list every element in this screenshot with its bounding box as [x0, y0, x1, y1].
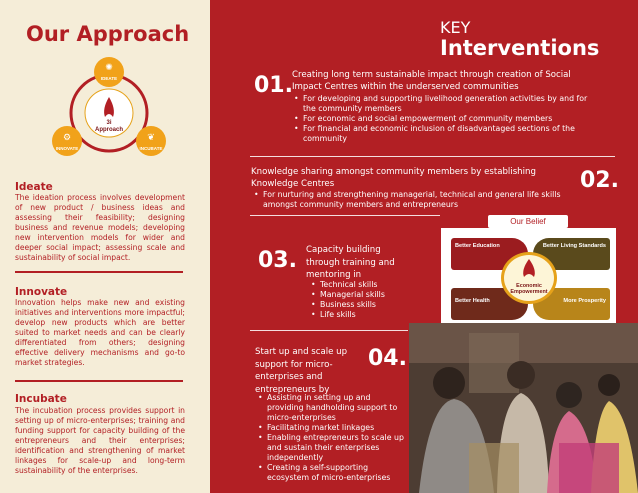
- 3i-cycle-diagram: [50, 55, 168, 163]
- intervention-2-number: 02.: [580, 168, 619, 193]
- list-item: • Facilitating market linkages: [258, 423, 408, 433]
- belief-education: Better Education: [451, 238, 528, 270]
- intervention-1-number: 01.: [254, 73, 293, 98]
- list-item: • Enabling entrepreneurs to scale up and sustain their enterprises independently: [258, 433, 408, 463]
- intervention-3-bullets: [311, 280, 411, 320]
- belief-health: Better Health: [451, 288, 528, 320]
- key-label: KEY: [440, 18, 471, 37]
- incubate-body: The incubation process provides support in setting up of micro-enterprises; training and funding support for capacity building of the entrepreneurs and their enterprises; identification and strengthening of market linkages for scale-up and long-term sustainability of the enterprises.: [15, 406, 185, 475]
- cycle-ideate-label: IDEATE: [100, 76, 118, 81]
- intervention-4-bullets: [258, 393, 408, 483]
- list-item: • Assisting in setting up and providing handholding support to micro-enterprises: [258, 393, 408, 423]
- belief-graphic: [441, 228, 616, 328]
- list-item: • Creating a self-supporting ecosystem of micro-enterprises: [258, 463, 408, 483]
- intervention-1-text: Creating long term sustainable impact through creation of Social Impact Centres within the underserved communities: [292, 70, 571, 92]
- cycle-center-2: Approach: [94, 127, 124, 133]
- incubate-heading: Incubate: [15, 393, 67, 405]
- divider: [15, 271, 183, 273]
- divider: [15, 380, 183, 382]
- ideate-heading: Ideate: [15, 181, 53, 193]
- lightbulb-icon: ✺: [105, 62, 113, 72]
- seedling-icon: ❦: [147, 132, 155, 142]
- gear-icon: ⚙: [62, 132, 72, 142]
- approach-panel: [0, 0, 210, 493]
- community-photo: [409, 323, 638, 493]
- divider: [250, 330, 408, 331]
- interventions-title: Interventions: [440, 36, 600, 60]
- list-item: • Life skills: [311, 310, 411, 320]
- divider: [250, 215, 440, 216]
- divider: [250, 156, 615, 157]
- list-item: • For economic and social empowerment of community members: [294, 114, 592, 124]
- belief-living-standards: Better Living Standards: [533, 238, 610, 270]
- economic-empowerment-label: Economic Empowerment: [510, 283, 548, 295]
- intervention-2-bullets: [254, 190, 564, 210]
- list-item: • Managerial skills: [311, 290, 411, 300]
- intervention-1-bullets: [294, 94, 592, 144]
- innovate-heading: Innovate: [15, 286, 68, 298]
- cycle-innovate-label: INNOVATE: [55, 146, 79, 151]
- page-title: Our Approach: [26, 22, 190, 46]
- flame-icon: [519, 258, 539, 282]
- ideate-body: The ideation process involves development of new product / business ideas and assessing their feasibility; designing business and revenue models; developing new intervention models for wider and deeper social impact; assessing scale and sustainability of social impact.: [15, 193, 185, 262]
- economic-empowerment-circle: [501, 252, 557, 304]
- list-item: • Business skills: [311, 300, 411, 310]
- our-belief-label: Our Belief: [488, 215, 568, 228]
- intervention-3-number: 03.: [258, 248, 297, 273]
- list-item: • For developing and supporting livelihood generation activities by and for the community members: [294, 94, 592, 114]
- list-item: • For nurturing and strengthening managerial, technical and general life skills amongst community members and entrepreneurs: [254, 190, 564, 210]
- intervention-3-text: Capacity building through training and mentoring in: [306, 245, 395, 280]
- belief-prosperity: More Prosperity: [533, 288, 610, 320]
- intervention-4-text: Start up and scale up support for micro-enterprises and entrepreneurs by: [255, 347, 348, 395]
- innovate-body: Innovation helps make new and existing initiatives and interventions more impactful; develop new products which are better suited to market needs and can be clearly differentiated from others; designing effective delivery mechanisms and go-to market strategies.: [15, 298, 185, 367]
- list-item: • For financial and economic inclusion of disadvantaged sections of the community: [294, 124, 592, 144]
- intervention-2-text: Knowledge sharing amongst community members by establishing Knowledge Centres: [251, 167, 536, 189]
- cycle-incubate-label: INCUBATE: [139, 146, 163, 151]
- list-item: • Technical skills: [311, 280, 411, 290]
- cycle-center-1: 3i: [106, 120, 112, 126]
- intervention-4-number: 04.: [368, 346, 407, 371]
